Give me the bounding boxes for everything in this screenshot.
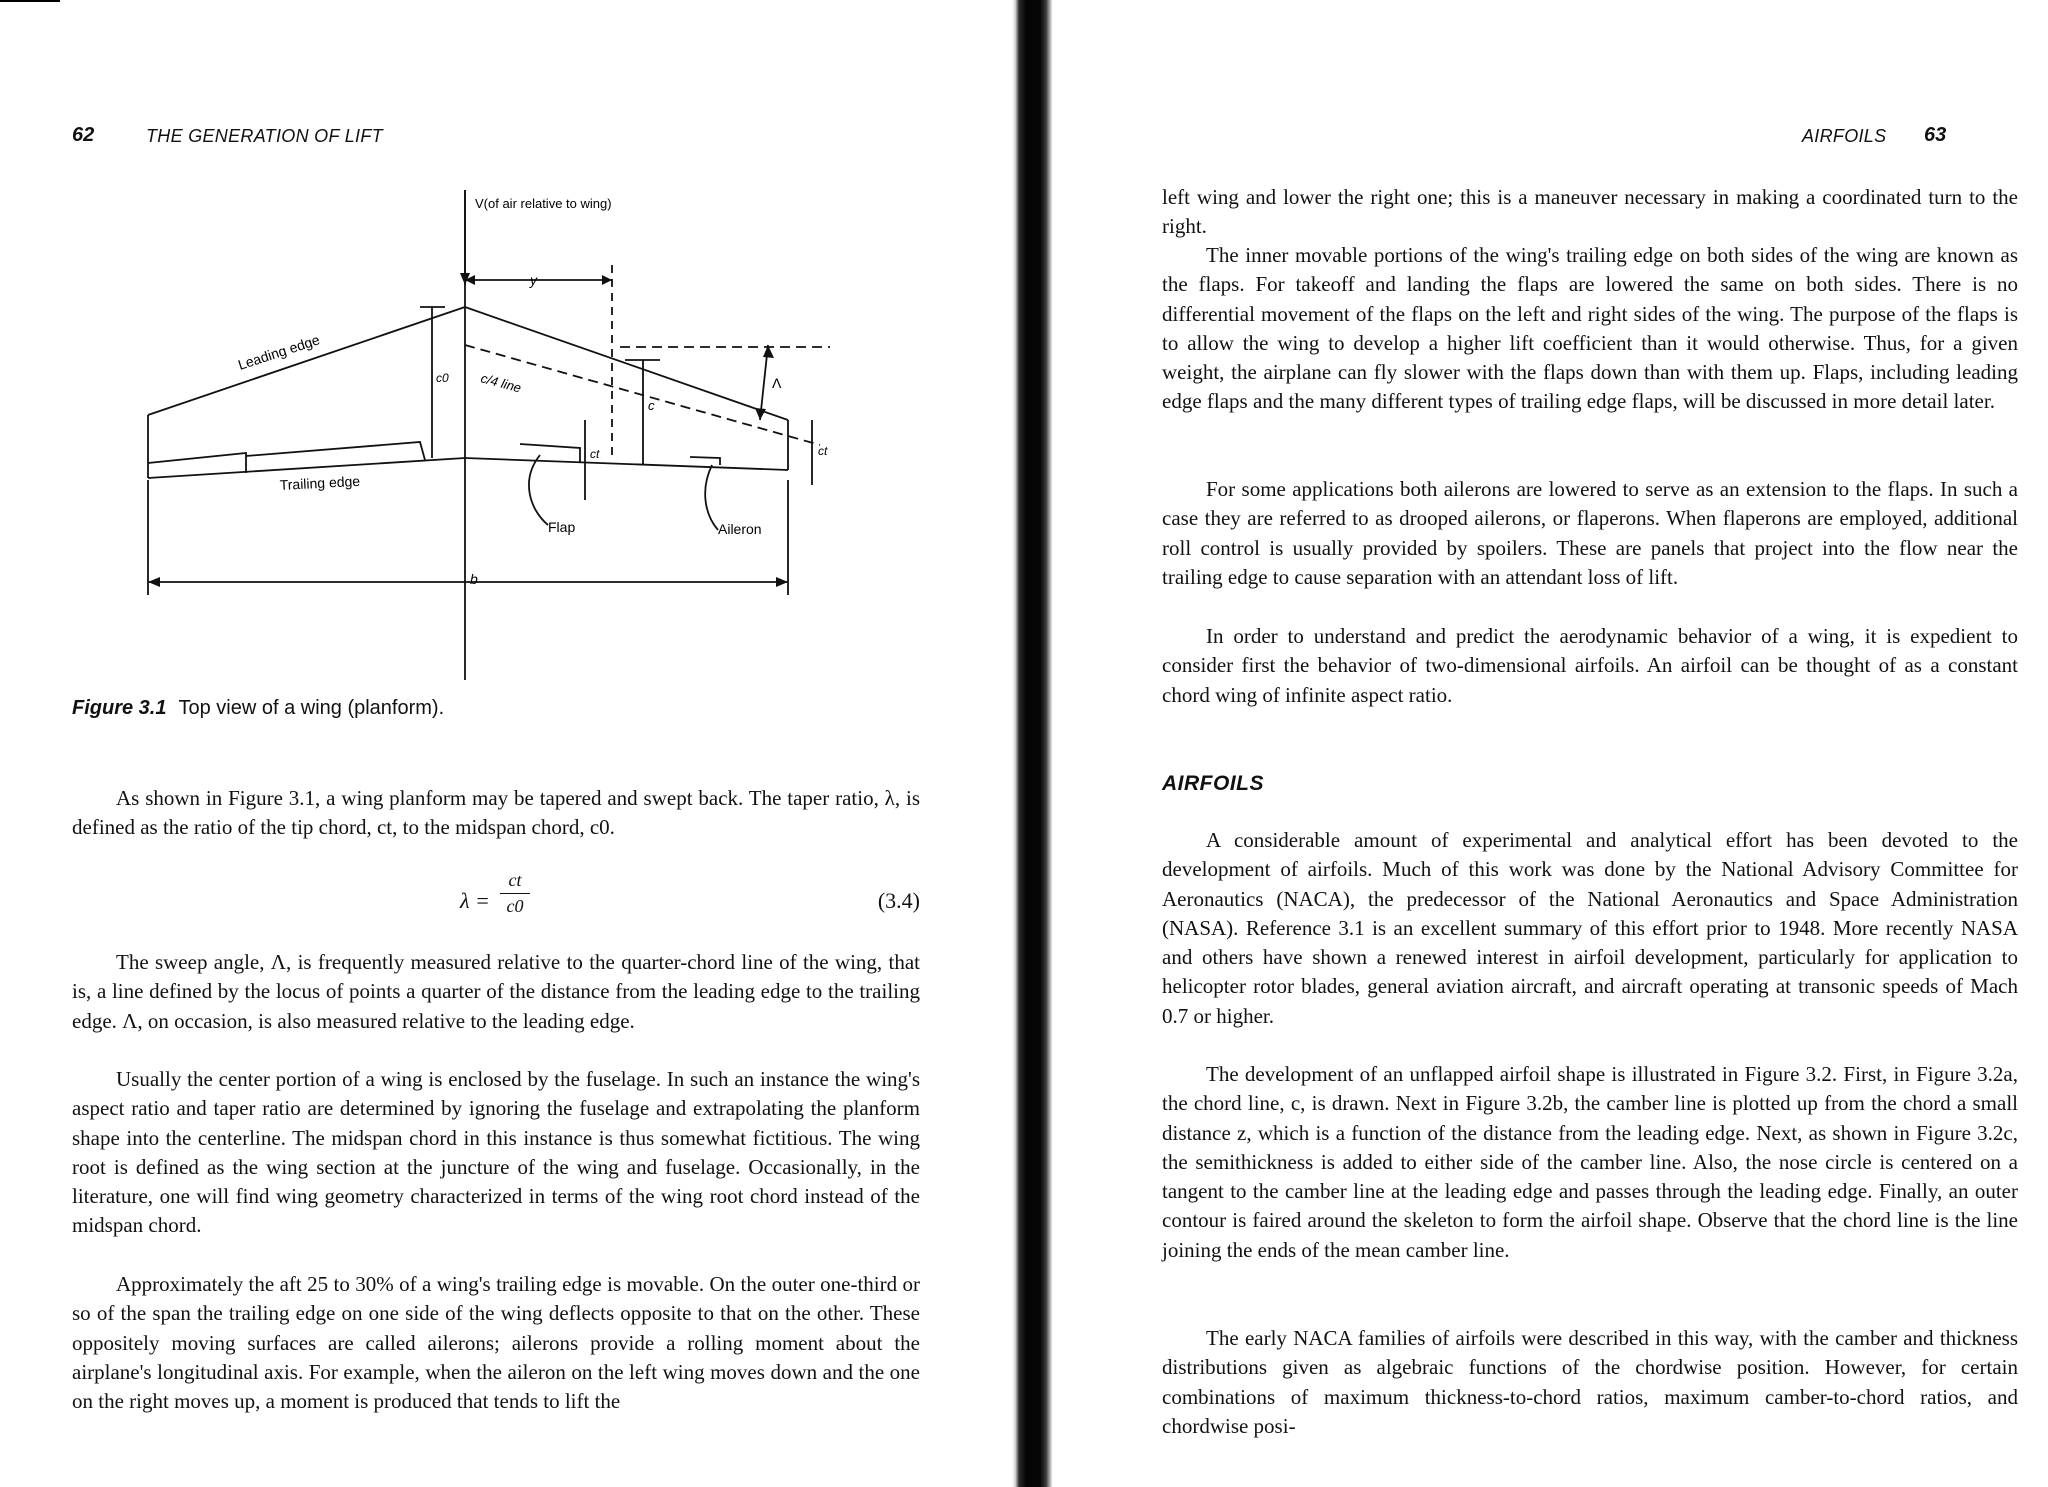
figure-label-trailing-edge: Trailing edge	[279, 472, 361, 493]
right-folio: 63	[1924, 124, 1947, 146]
figure-label-flap: Flap	[548, 519, 576, 535]
left-paragraph-4: Approximately the aft 25 to 30% of a wing's trailing edge is movable. On the outer one-third or so of the span the trailing edge on one side of the wing deflects opposite to that on the other. These oppositely moving surfaces are called ailerons; ailerons provide a rolling moment about the airplane's longitudinal axis. For example, when the aileron on the left wing moves down and the one on the right moves up, a moment is produced that tends to lift the	[72, 1272, 920, 1414]
left-paragraph-2: The sweep angle, Λ, is frequently measured relative to the quarter-chord line of the wing, that is, a line defined by the locus of points a quarter of the distance from the leading edge to the trailing edge. Λ, on occasion, is also measured relative to the leading edge.	[72, 950, 920, 1033]
figure-caption	[72, 697, 444, 720]
figure-caption-text: Top view of a wing (planform).	[178, 697, 445, 719]
figure-label-v: V(of air relative to wing)	[475, 196, 612, 211]
left-paragraph-1: As shown in Figure 3.1, a wing planform may be tapered and swept back. The taper ratio, λ, is defined as the ratio of the tip chord, ct, to the midspan chord, c0.	[72, 786, 920, 840]
left-page	[0, 0, 1012, 1487]
figure-label-y: y	[530, 272, 537, 288]
figure-caption-label: Figure 3.1	[72, 697, 167, 719]
equation-numerator: ct	[508, 870, 522, 890]
equation-denominator: c0	[506, 896, 524, 916]
figure-label-leading-edge: Leading edge	[235, 331, 322, 373]
right-paragraph-4: In order to understand and predict the aerodynamic behavior of a wing, it is expedient to consider first the behavior of two-dimensional airfoils. An airfoil can be thought of as a constant chord wing of infinite aspect ratio.	[1162, 624, 2018, 707]
figure-label-ct: ct	[590, 447, 600, 461]
figure-label-c0: c0	[436, 371, 449, 385]
equation-fraction-bar	[500, 893, 530, 894]
right-running-head: AIRFOILS	[1802, 126, 1887, 146]
left-paragraph-3: Usually the center portion of a wing is enclosed by the fuselage. In such an instance the wing's aspect ratio and taper ratio are determined by ignoring the fuselage and extrapolating the planform shape into the centerline. The midspan chord in this instance is thus somewhat fictitious. The wing root is defined as the wing section at the juncture of the wing and fuselage. Occasionally, in the literature, one will find wing geometry characterized in terms of the wing root chord instead of the midspan chord.	[72, 1067, 920, 1238]
section-heading-airfoils: AIRFOILS	[1162, 772, 1264, 795]
right-paragraph-3: For some applications both ailerons are lowered to serve as an extension to the flaps. In such a case they are referred to as drooped ailerons, or flaperons. When flaperons are employed, additional roll control is usually provided by spoilers. These are panels that project into the flow near the trailing edge to cause separation with an attendant loss of lift.	[1162, 477, 2018, 589]
left-running-head: THE GENERATION OF LIFT	[146, 126, 383, 146]
book-gutter	[1012, 0, 1052, 1487]
figure-label-ct-right: ct	[818, 444, 828, 458]
right-paragraph-5: A considerable amount of experimental and analytical effort has been devoted to the development of airfoils. Much of this work was done by the National Advisory Committee for Aeronautics (NACA), the predecessor of the National Aeronautics and Space Administration (NASA). Reference 3.1 is an excellent summary of this effort prior to 1948. More recently NASA and others have shown a renewed interest in airfoil development, particularly for application to helicopter rotor blades, general aviation aircraft, and aircraft operating at transonic speeds of Mach 0.7 or higher.	[1162, 828, 2018, 1028]
figure-label-aileron: Aileron	[718, 521, 762, 537]
right-paragraph-6: The development of an unflapped airfoil shape is illustrated in Figure 3.2. First, in Figure 3.2a, the chord line, c, is drawn. Next in Figure 3.2b, the camber line is plotted up from the chord a small distance z, which is a function of the distance from the leading edge. Next, as shown in Figure 3.2c, the semithickness is added to either side of the camber line. Also, the nose circle is centered on a tangent to the camber line at the leading edge and passes through the leading edge. Finally, an outer contour is faired around the skeleton to form the airfoil shape. Observe that the chord line is the line joining the ends of the mean camber line.	[1162, 1062, 2018, 1262]
right-paragraph-1: left wing and lower the right one; this is a maneuver necessary in making a coordinated turn to the right.	[1162, 185, 2018, 239]
left-folio: 62	[72, 124, 95, 146]
figure-label-c: c	[648, 398, 655, 413]
right-page	[1052, 0, 2048, 1487]
wing-planform-figure	[0, 0, 1012, 700]
figure-label-b: b	[470, 571, 478, 587]
right-paragraph-2: The inner movable portions of the wing's trailing edge on both sides of the wing are known as the flaps. For takeoff and landing the flaps are lowered the same on both sides. There is no differential movement of the flaps on the left and right sides of the wing. The purpose of the flaps is to allow the wing to develop a higher lift coefficient than it would otherwise. Thus, for a given weight, the airplane can fly slower with the flaps down than with them up. Flaps, including leading edge flaps and the many different types of trailing edge flaps, will be discussed in more detail later.	[1162, 243, 2018, 414]
equation-fraction	[500, 870, 530, 917]
right-paragraph-7: The early NACA families of airfoils were described in this way, with the camber and thickness distributions given as algebraic functions of the chordwise position. However, for certain combinations of maximum thickness-to-chord ratios, maximum camber-to-chord ratios, and chordwise posi-	[1162, 1326, 2018, 1438]
figure-label-lambda: Λ	[772, 375, 782, 391]
equation-number: (3.4)	[877, 888, 920, 913]
equation-3-4	[440, 870, 920, 930]
figure-label-quarter-line: c/4 line	[479, 370, 523, 396]
equation-lhs: λ =	[460, 888, 490, 913]
